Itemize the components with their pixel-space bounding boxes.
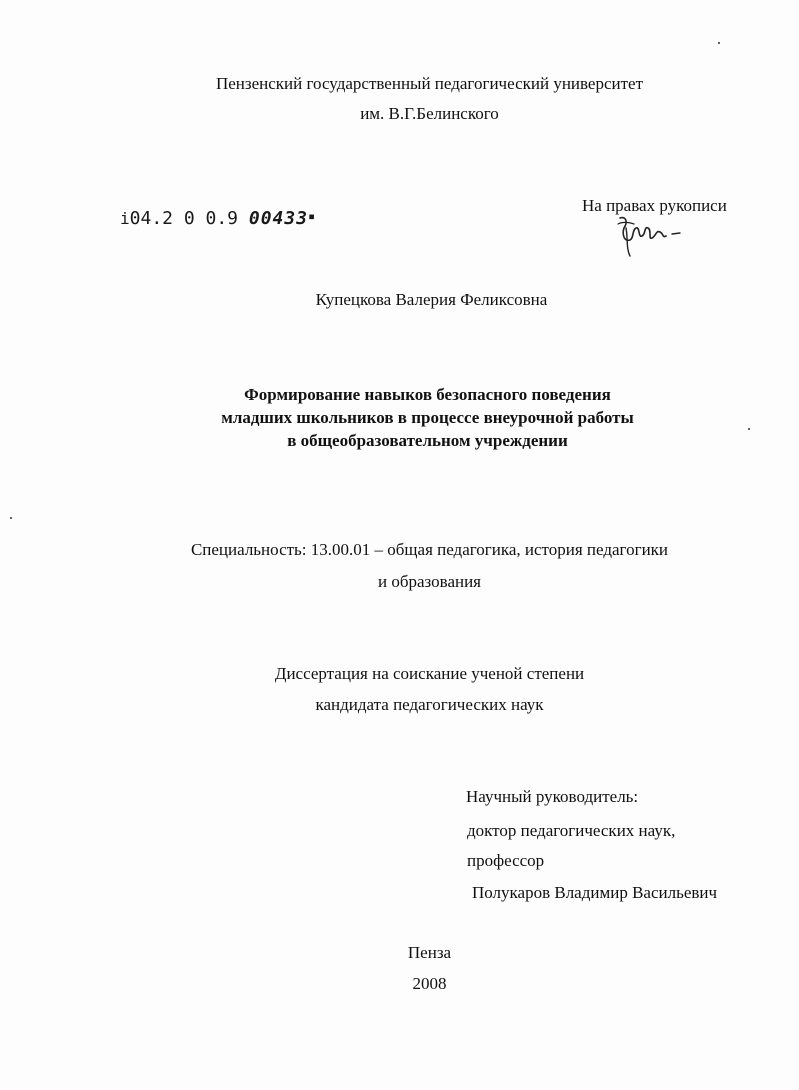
dissertation-title-line: в общеобразовательном учреждении: [287, 431, 568, 450]
university-named-after: им. В.Г.Белинского: [360, 104, 499, 123]
degree-line: Диссертация на соискание ученой степени: [274, 664, 585, 683]
scan-speck: [10, 517, 12, 519]
scan-speck: [718, 42, 720, 44]
archive-code-dot: ▪: [308, 209, 316, 223]
manuscript-rights-note: На правах рукописи: [582, 196, 727, 215]
archive-code-number: 00433: [248, 208, 309, 229]
scan-speck: [748, 428, 750, 430]
university-name: Пензенский государственный педагогический университет: [215, 74, 644, 93]
degree-line-continued: кандидата педагогических наук: [315, 695, 544, 714]
supervisor-rank: профессор: [467, 851, 545, 870]
specialty-line: Специальность: 13.00.01 – общая педагогика, история педагогики: [190, 540, 669, 559]
handwritten-signature: [612, 212, 692, 258]
year: 2008: [412, 974, 447, 993]
archive-code-plain: 04.2 0 0.9: [129, 208, 239, 229]
supervisor-label: Научный руководитель:: [466, 787, 639, 806]
city: Пенза: [407, 943, 452, 962]
archive-stamp-code: [120, 208, 315, 229]
specialty-line-continued: и образования: [377, 572, 482, 591]
supervisor-academic-degree: доктор педагогических наук,: [467, 821, 676, 840]
supervisor-name: Полукаров Владимир Васильевич: [472, 883, 718, 902]
dissertation-title-line: Формирование навыков безопасного поведения: [244, 385, 611, 404]
author-name: Купецкова Валерия Феликсовна: [315, 290, 548, 309]
archive-code-left-mark: i: [120, 209, 130, 228]
dissertation-title-line: младших школьников в процессе внеурочной работы: [221, 408, 634, 427]
